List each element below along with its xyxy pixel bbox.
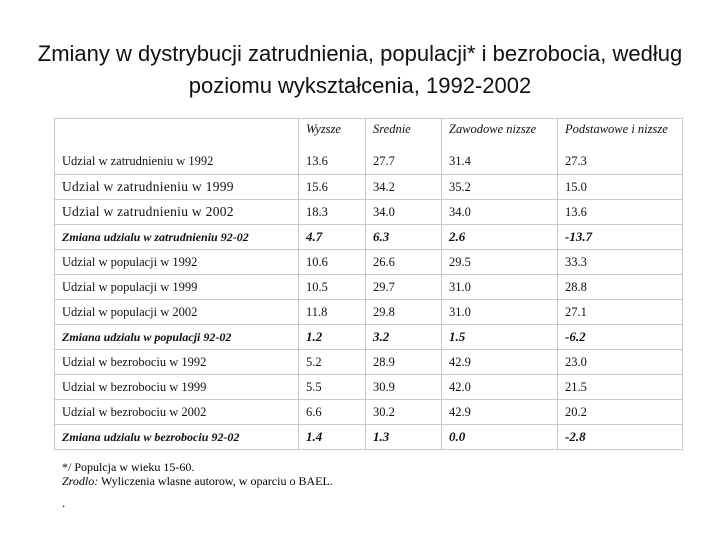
table-row (55, 154, 683, 175)
row-value-cell: 21.5 (558, 375, 683, 400)
row-value-cell: 35.2 (442, 175, 558, 200)
population-note: */ Populcja w wieku 15-60. (62, 460, 195, 474)
row-label: Udzial w zatrudnieniu w 1992 (55, 154, 299, 175)
row-value-cell: 29.5 (442, 250, 558, 275)
row-label: Udzial w bezrobociu w 2002 (55, 400, 299, 425)
row-value-cell: 28.9 (366, 350, 442, 375)
footnote (62, 460, 333, 488)
row-value-cell: 27.3 (558, 154, 683, 175)
header-cell-wyzsze: Wyzsze (299, 119, 366, 155)
row-label: Udzial w populacji w 2002 (55, 300, 299, 325)
row-value-cell: 2.6 (442, 225, 558, 250)
row-value-cell: 15.0 (558, 175, 683, 200)
row-value-cell: -6.2 (558, 325, 683, 350)
table-row (55, 200, 683, 225)
table-change-row (55, 225, 683, 250)
row-label: Udzial w populacji w 1999 (55, 275, 299, 300)
header-cell-srednie: Srednie (366, 119, 442, 155)
table-change-row (55, 325, 683, 350)
table-row (55, 275, 683, 300)
row-label: Udzial w populacji w 1992 (55, 250, 299, 275)
row-label: Zmiana udzialu w zatrudnieniu 92-02 (55, 225, 299, 250)
table-row (55, 375, 683, 400)
row-value-cell: 20.2 (558, 400, 683, 425)
slide-title: Zmiany w dystrybucji zatrudnienia, populacji* i bezrobocia, według poziomu wykształcenia, 1992-2002 (37, 41, 683, 98)
row-label: Zmiana udzialu w populacji 92-02 (55, 325, 299, 350)
header-cell-empty (55, 119, 299, 155)
row-value-cell: 1.3 (366, 425, 442, 450)
header-cell-podstawowe-i-nizsze: Podstawowe i nizsze (558, 119, 683, 155)
row-value-cell: 3.2 (366, 325, 442, 350)
row-value-cell: 30.2 (366, 400, 442, 425)
header-cell-zawodowe-nizsze: Zawodowe nizsze (442, 119, 558, 155)
row-value-cell: 27.7 (366, 154, 442, 175)
row-value-cell: -13.7 (558, 225, 683, 250)
row-value-cell: 1.4 (299, 425, 366, 450)
row-label: Udzial w bezrobociu w 1992 (55, 350, 299, 375)
row-value-cell: 42.9 (442, 400, 558, 425)
row-value-cell: 10.6 (299, 250, 366, 275)
row-value-cell: 6.6 (299, 400, 366, 425)
table-header-row (55, 119, 683, 155)
row-value-cell: 4.7 (299, 225, 366, 250)
row-label: Udzial w bezrobociu w 1999 (55, 375, 299, 400)
table-row (55, 300, 683, 325)
row-value-cell: 26.6 (366, 250, 442, 275)
row-value-cell: 18.3 (299, 200, 366, 225)
row-value-cell: 42.0 (442, 375, 558, 400)
table-row (55, 175, 683, 200)
row-value-cell: 29.7 (366, 275, 442, 300)
row-value-cell: 11.8 (299, 300, 366, 325)
table-row (55, 400, 683, 425)
row-value-cell: 0.0 (442, 425, 558, 450)
row-label: Zmiana udzialu w bezrobociu 92-02 (55, 425, 299, 450)
row-value-cell: 29.8 (366, 300, 442, 325)
table-row (55, 350, 683, 375)
row-value-cell: 15.6 (299, 175, 366, 200)
row-value-cell: 6.3 (366, 225, 442, 250)
row-value-cell: 5.5 (299, 375, 366, 400)
source-text: Wyliczenia wlasne autorow, w oparciu o BAEL. (98, 474, 333, 488)
row-value-cell: 34.2 (366, 175, 442, 200)
row-value-cell: 13.6 (299, 154, 366, 175)
row-label: Udzial w zatrudnieniu w 2002 (55, 200, 299, 225)
row-value-cell: 28.8 (558, 275, 683, 300)
education-table (54, 118, 682, 450)
source-label: Zrodlo: (62, 474, 99, 488)
row-value-cell: 34.0 (366, 200, 442, 225)
row-value-cell: 23.0 (558, 350, 683, 375)
row-value-cell: 5.2 (299, 350, 366, 375)
row-label: Udzial w zatrudnieniu w 1999 (55, 175, 299, 200)
row-value-cell: 42.9 (442, 350, 558, 375)
row-value-cell: 10.5 (299, 275, 366, 300)
row-value-cell: -2.8 (558, 425, 683, 450)
row-value-cell: 1.2 (299, 325, 366, 350)
table-change-row (55, 425, 683, 450)
source-note (62, 474, 333, 488)
row-value-cell: 27.1 (558, 300, 683, 325)
row-value-cell: 13.6 (558, 200, 683, 225)
row-value-cell: 31.0 (442, 275, 558, 300)
row-value-cell: 30.9 (366, 375, 442, 400)
table-row (55, 250, 683, 275)
row-value-cell: 34.0 (442, 200, 558, 225)
stray-dot: . (62, 495, 66, 510)
row-value-cell: 31.0 (442, 300, 558, 325)
row-value-cell: 1.5 (442, 325, 558, 350)
row-value-cell: 33.3 (558, 250, 683, 275)
row-value-cell: 31.4 (442, 154, 558, 175)
